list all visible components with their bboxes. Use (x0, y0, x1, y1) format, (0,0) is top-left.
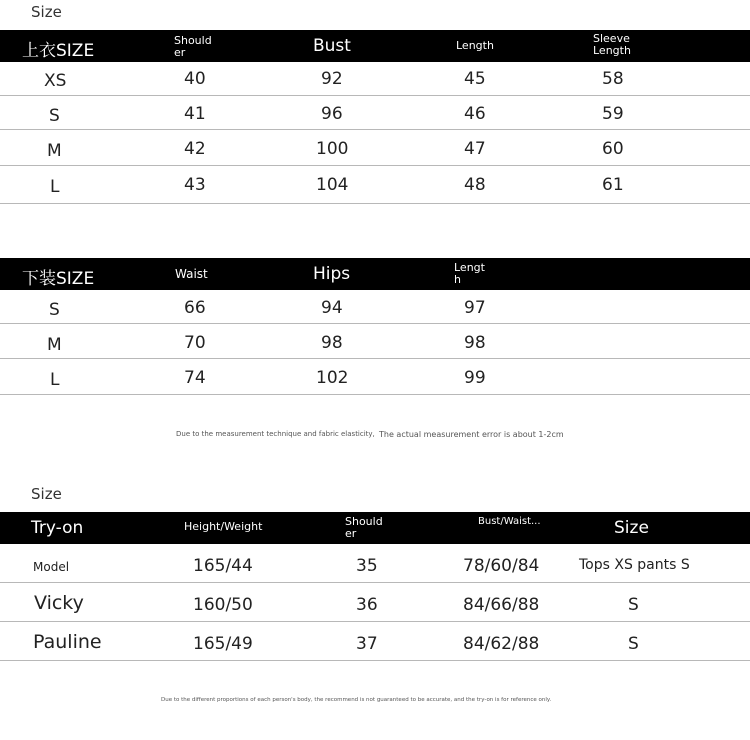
length-cell: 97 (464, 298, 486, 318)
table-row (0, 130, 750, 166)
tops-header-size: 上衣SIZE (22, 41, 95, 61)
waist-cell: 66 (184, 298, 206, 318)
measurement-note-b: The actual measurement error is about 1-2cm (379, 430, 564, 439)
sleeve-length-cell: 60 (602, 139, 624, 159)
size-cell: XS (44, 71, 67, 91)
shoulder-cell: 40 (184, 69, 206, 89)
table-row (0, 622, 750, 661)
shoulder-cell: 36 (356, 595, 378, 615)
length-cell: 48 (464, 175, 486, 195)
tops-header-bust: Bust (313, 36, 351, 56)
bottoms-header-length: Length (454, 261, 485, 286)
waist-cell: 74 (184, 368, 206, 388)
tops-header-shoulder: Shoulder (174, 34, 212, 59)
table-row (0, 359, 750, 395)
hips-cell: 94 (321, 298, 343, 318)
table-row (0, 583, 750, 622)
shoulder-cell: 42 (184, 139, 206, 159)
size-cell: L (50, 370, 60, 390)
bottoms-header-hips: Hips (313, 264, 351, 284)
tryon-header-size: Size (614, 518, 649, 538)
tryon-header-name: Try-on (31, 518, 84, 538)
table-row (0, 324, 750, 359)
table-row (0, 290, 750, 324)
table-row (0, 166, 750, 204)
bottoms-header-size: 下装SIZE (22, 269, 95, 289)
sleeve-length-cell: 61 (602, 175, 624, 195)
tryon-caption: Size (31, 485, 62, 503)
size-cell: Tops XS pants S (579, 557, 690, 573)
name-cell: Vicky (34, 592, 84, 614)
height-weight-cell: 160/50 (193, 595, 253, 615)
bust-cell: 96 (321, 104, 343, 124)
table-row (0, 62, 750, 96)
shoulder-cell: 35 (356, 556, 378, 576)
height-weight-cell: 165/49 (193, 634, 253, 654)
bust-waist-cell: 84/62/88 (463, 634, 540, 654)
table-row (0, 96, 750, 130)
size-cell: S (628, 634, 639, 654)
length-cell: 99 (464, 368, 486, 388)
tryon-header-shoulder: Shoulder (345, 515, 383, 540)
length-cell: 98 (464, 333, 486, 353)
name-cell: Model (33, 560, 70, 574)
size-cell: M (47, 141, 62, 161)
table-row (0, 544, 750, 583)
waist-cell: 70 (184, 333, 206, 353)
tryon-disclaimer: Due to the different proportions of each person's body, the recommend is not guaranteed to be accurate, and the try-on is for reference only. (161, 697, 552, 703)
bust-cell: 100 (316, 139, 349, 159)
bust-cell: 92 (321, 69, 343, 89)
tops-header-sleeve-length: Sleeve Length (593, 32, 631, 57)
measurement-note-a: Due to the measurement technique and fabric elasticity, (176, 430, 375, 438)
size-cell: S (628, 595, 639, 615)
bust-waist-cell: 78/60/84 (463, 556, 540, 576)
length-cell: 46 (464, 104, 486, 124)
hips-cell: 102 (316, 368, 349, 388)
tryon-header-row (0, 512, 750, 544)
tops-header-row (0, 30, 750, 62)
size-cell: S (49, 300, 60, 320)
height-weight-cell: 165/44 (193, 556, 253, 576)
name-cell: Pauline (33, 631, 102, 653)
hips-cell: 98 (321, 333, 343, 353)
tryon-header-height-weight: Height/Weight (184, 520, 263, 533)
sleeve-length-cell: 58 (602, 69, 624, 89)
shoulder-cell: 43 (184, 175, 206, 195)
sleeve-length-cell: 59 (602, 104, 624, 124)
bust-waist-cell: 84/66/88 (463, 595, 540, 615)
size-cell: S (49, 106, 60, 126)
bottoms-header-waist: Waist (175, 267, 208, 281)
length-cell: 47 (464, 139, 486, 159)
tops-header-length: Length (456, 39, 494, 52)
size-cell: L (50, 177, 60, 197)
tryon-header-bust-waist: Bust/Waist... (478, 516, 541, 527)
size-cell: M (47, 335, 62, 355)
length-cell: 45 (464, 69, 486, 89)
bottoms-header-row (0, 258, 750, 290)
tops-caption: Size (31, 3, 62, 21)
shoulder-cell: 41 (184, 104, 206, 124)
shoulder-cell: 37 (356, 634, 378, 654)
bust-cell: 104 (316, 175, 349, 195)
